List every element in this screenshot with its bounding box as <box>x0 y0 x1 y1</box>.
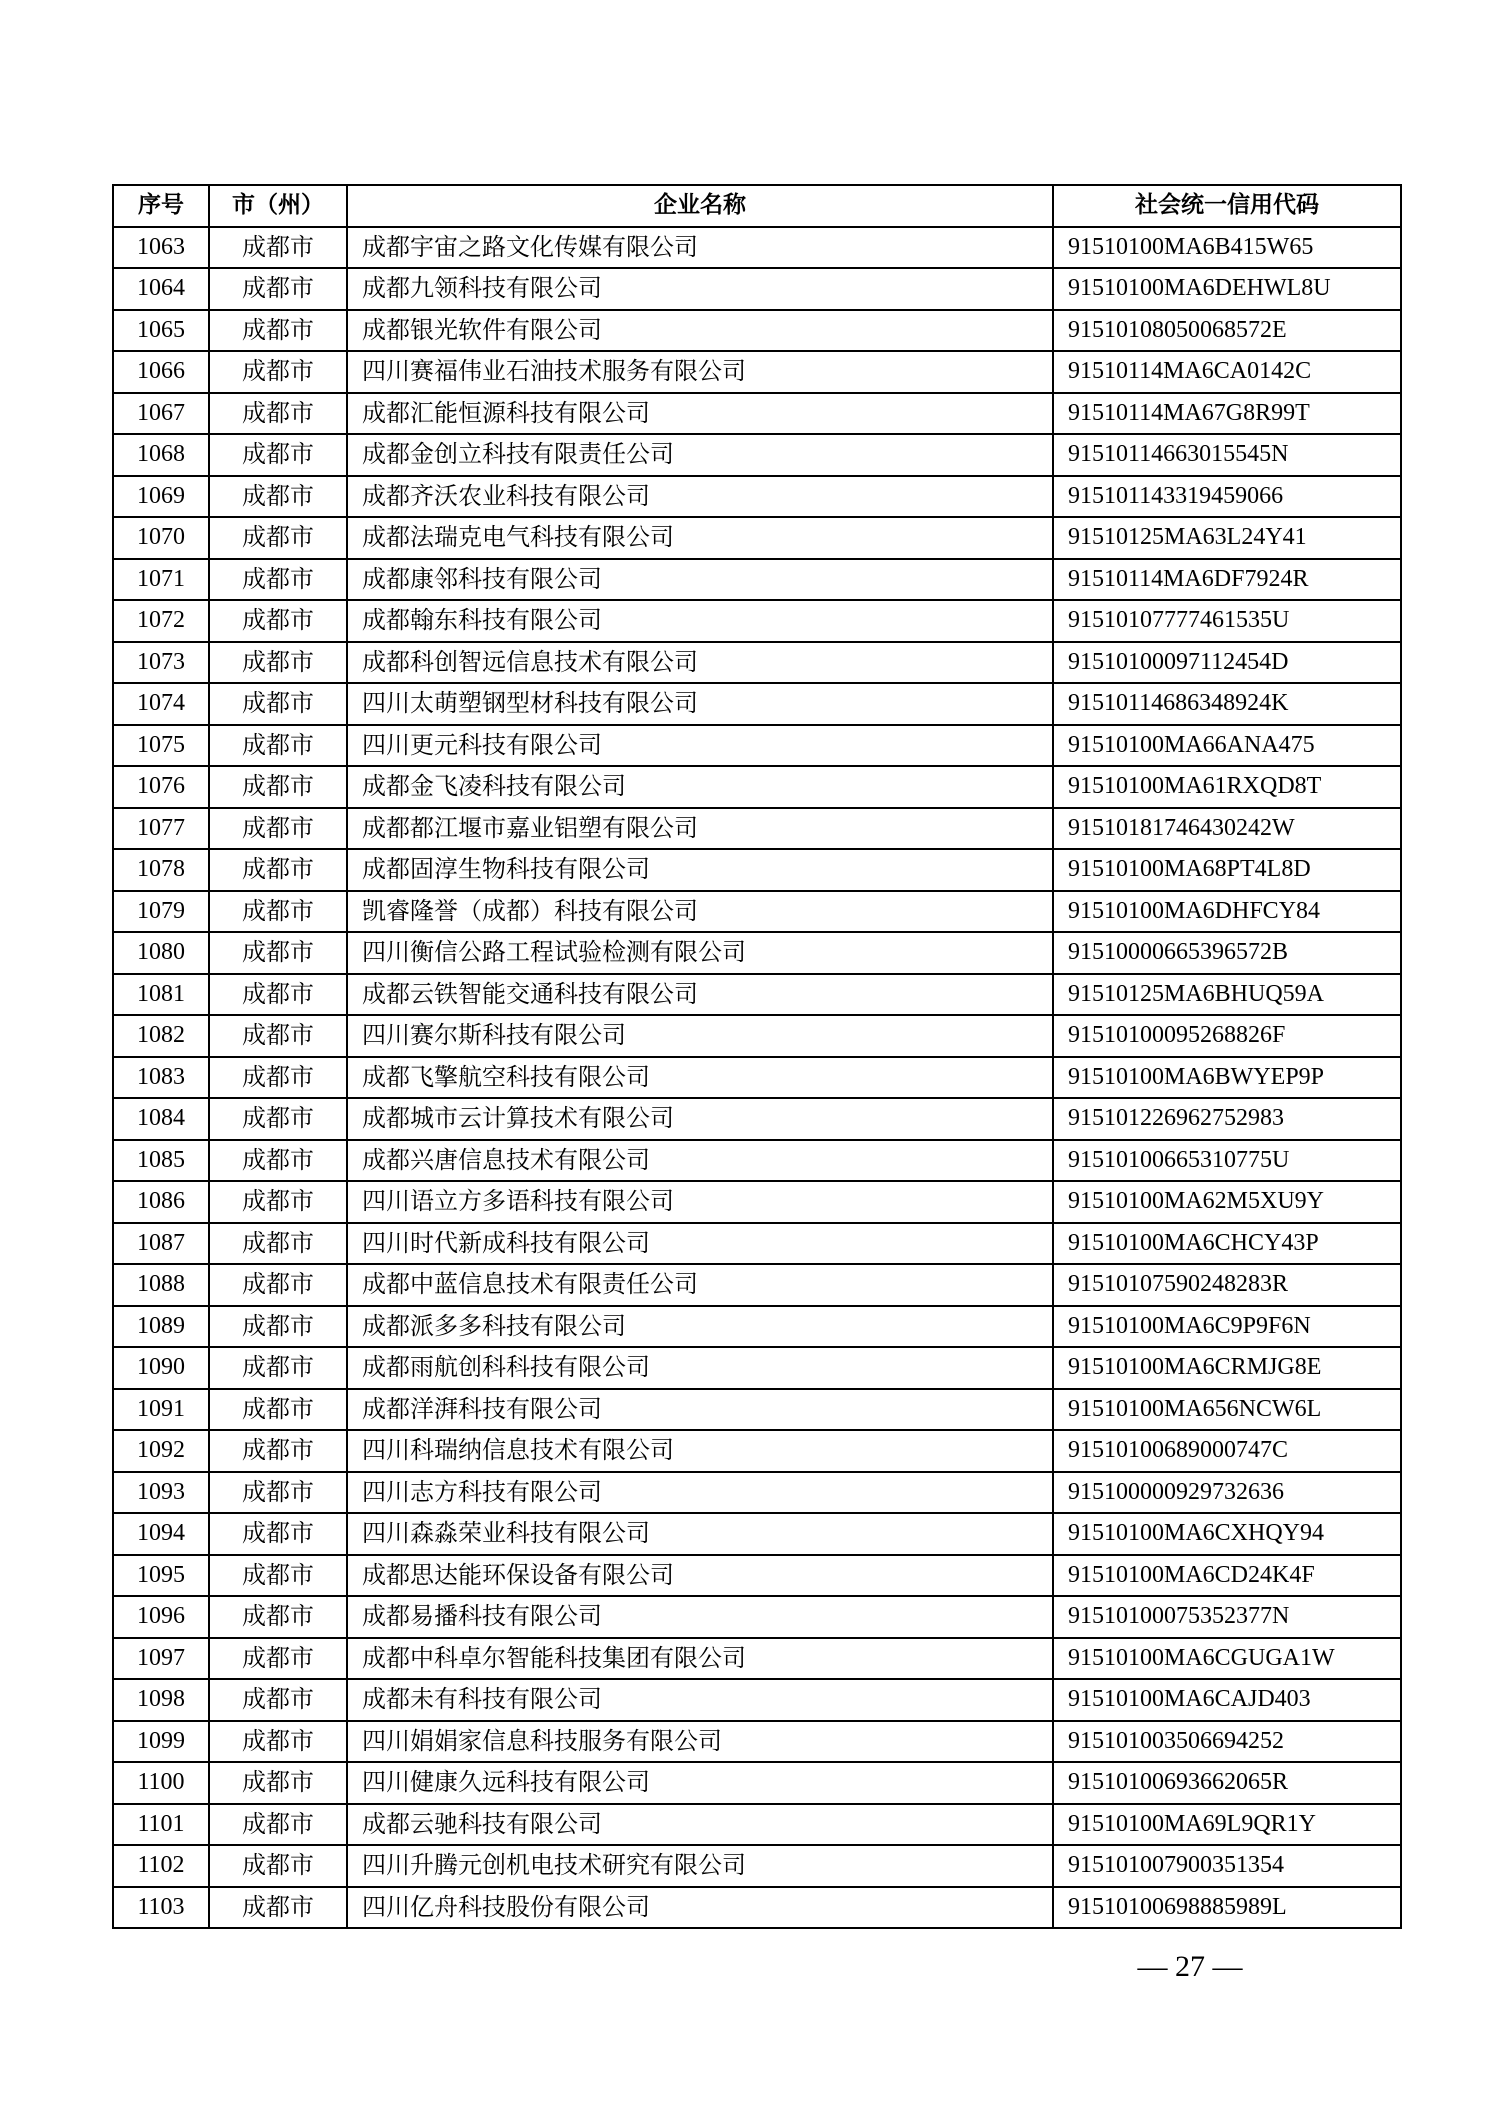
serial-number-cell: 1101 <box>113 1804 209 1846</box>
credit-code-cell: 91510107590248283R <box>1053 1264 1401 1306</box>
city-cell: 成都市 <box>209 766 347 808</box>
city-cell: 成都市 <box>209 1306 347 1348</box>
city-cell: 成都市 <box>209 1596 347 1638</box>
enterprise-name-cell: 四川科瑞纳信息技术有限公司 <box>347 1430 1053 1472</box>
serial-number-cell: 1091 <box>113 1389 209 1431</box>
enterprise-name-cell: 成都思达能环保设备有限公司 <box>347 1555 1053 1597</box>
table-row <box>113 1140 1401 1182</box>
serial-number-cell: 1078 <box>113 849 209 891</box>
table-row <box>113 476 1401 518</box>
serial-number-cell: 1073 <box>113 642 209 684</box>
city-cell: 成都市 <box>209 1223 347 1265</box>
enterprise-name-cell: 四川升腾元创机电技术研究有限公司 <box>347 1845 1053 1887</box>
enterprise-name-cell: 成都康邻科技有限公司 <box>347 559 1053 601</box>
enterprise-name-cell: 成都翰东科技有限公司 <box>347 600 1053 642</box>
credit-code-cell: 91510100095268826F <box>1053 1015 1401 1057</box>
city-cell: 成都市 <box>209 1804 347 1846</box>
table-row <box>113 1679 1401 1721</box>
city-cell: 成都市 <box>209 1140 347 1182</box>
table-row <box>113 1389 1401 1431</box>
enterprise-name-cell: 四川太萌塑钢型材科技有限公司 <box>347 683 1053 725</box>
city-cell: 成都市 <box>209 476 347 518</box>
credit-code-cell: 91510100698885989L <box>1053 1887 1401 1929</box>
enterprise-name-cell: 成都雨航创科科技有限公司 <box>347 1347 1053 1389</box>
enterprise-name-cell: 四川赛尔斯科技有限公司 <box>347 1015 1053 1057</box>
table-row <box>113 1804 1401 1846</box>
header-row <box>113 185 1401 227</box>
serial-number-cell: 1095 <box>113 1555 209 1597</box>
credit-code-cell: 91510181746430242W <box>1053 808 1401 850</box>
serial-number-cell: 1084 <box>113 1098 209 1140</box>
city-cell: 成都市 <box>209 1347 347 1389</box>
city-cell: 成都市 <box>209 1389 347 1431</box>
serial-number-cell: 1066 <box>113 351 209 393</box>
table-row <box>113 932 1401 974</box>
page-number: — 27 — <box>1137 1950 1243 1983</box>
table-row <box>113 1015 1401 1057</box>
serial-number-cell: 1069 <box>113 476 209 518</box>
enterprise-name-cell: 四川衡信公路工程试验检测有限公司 <box>347 932 1053 974</box>
enterprise-name-cell: 成都洋湃科技有限公司 <box>347 1389 1053 1431</box>
serial-number-cell: 1067 <box>113 393 209 435</box>
table-row <box>113 600 1401 642</box>
serial-number-cell: 1089 <box>113 1306 209 1348</box>
header-serial-number: 序号 <box>113 185 209 227</box>
table-row <box>113 1057 1401 1099</box>
enterprise-name-cell: 成都汇能恒源科技有限公司 <box>347 393 1053 435</box>
serial-number-cell: 1098 <box>113 1679 209 1721</box>
enterprise-name-cell: 成都银光软件有限公司 <box>347 310 1053 352</box>
credit-code-cell: 91510100MA6CGUGA1W <box>1053 1638 1401 1680</box>
enterprise-name-cell: 成都宇宙之路文化传媒有限公司 <box>347 227 1053 269</box>
enterprise-name-cell: 四川语立方多语科技有限公司 <box>347 1181 1053 1223</box>
credit-code-cell: 91510108050068572E <box>1053 310 1401 352</box>
table-row <box>113 1223 1401 1265</box>
city-cell: 成都市 <box>209 1513 347 1555</box>
credit-code-cell: 91510100MA6DHFCY84 <box>1053 891 1401 933</box>
table-row <box>113 1347 1401 1389</box>
table-row <box>113 310 1401 352</box>
table-row <box>113 725 1401 767</box>
table-row <box>113 642 1401 684</box>
credit-code-cell: 915101143319459066 <box>1053 476 1401 518</box>
city-cell: 成都市 <box>209 642 347 684</box>
credit-code-cell: 91510114686348924K <box>1053 683 1401 725</box>
enterprise-name-cell: 成都兴唐信息技术有限公司 <box>347 1140 1053 1182</box>
city-cell: 成都市 <box>209 932 347 974</box>
table-row <box>113 1845 1401 1887</box>
credit-code-cell: 91510114MA67G8R99T <box>1053 393 1401 435</box>
table-row <box>113 434 1401 476</box>
table-row <box>113 1555 1401 1597</box>
serial-number-cell: 1082 <box>113 1015 209 1057</box>
serial-number-cell: 1100 <box>113 1762 209 1804</box>
serial-number-cell: 1094 <box>113 1513 209 1555</box>
serial-number-cell: 1071 <box>113 559 209 601</box>
table-row <box>113 974 1401 1016</box>
credit-code-cell: 915100000929732636 <box>1053 1472 1401 1514</box>
city-cell: 成都市 <box>209 1472 347 1514</box>
table-row <box>113 1264 1401 1306</box>
table-header <box>113 185 1401 227</box>
serial-number-cell: 1074 <box>113 683 209 725</box>
city-cell: 成都市 <box>209 393 347 435</box>
serial-number-cell: 1075 <box>113 725 209 767</box>
enterprise-name-cell: 成都法瑞克电气科技有限公司 <box>347 517 1053 559</box>
city-cell: 成都市 <box>209 351 347 393</box>
city-cell: 成都市 <box>209 974 347 1016</box>
city-cell: 成都市 <box>209 517 347 559</box>
city-cell: 成都市 <box>209 268 347 310</box>
city-cell: 成都市 <box>209 725 347 767</box>
enterprise-name-cell: 成都金创立科技有限责任公司 <box>347 434 1053 476</box>
enterprise-name-cell: 四川娟娟家信息科技服务有限公司 <box>347 1721 1053 1763</box>
serial-number-cell: 1077 <box>113 808 209 850</box>
city-cell: 成都市 <box>209 559 347 601</box>
enterprise-name-cell: 成都都江堰市嘉业铝塑有限公司 <box>347 808 1053 850</box>
table-row <box>113 849 1401 891</box>
serial-number-cell: 1068 <box>113 434 209 476</box>
table-row <box>113 559 1401 601</box>
enterprise-name-cell: 成都科创智远信息技术有限公司 <box>347 642 1053 684</box>
city-cell: 成都市 <box>209 1721 347 1763</box>
serial-number-cell: 1097 <box>113 1638 209 1680</box>
enterprise-name-cell: 凯睿隆誉（成都）科技有限公司 <box>347 891 1053 933</box>
city-cell: 成都市 <box>209 310 347 352</box>
serial-number-cell: 1063 <box>113 227 209 269</box>
enterprise-name-cell: 成都飞擎航空科技有限公司 <box>347 1057 1053 1099</box>
credit-code-cell: 91510100MA6CXHQY94 <box>1053 1513 1401 1555</box>
enterprise-name-cell: 四川更元科技有限公司 <box>347 725 1053 767</box>
city-cell: 成都市 <box>209 1679 347 1721</box>
enterprise-name-cell: 成都云铁智能交通科技有限公司 <box>347 974 1053 1016</box>
city-cell: 成都市 <box>209 891 347 933</box>
city-cell: 成都市 <box>209 683 347 725</box>
table-row <box>113 227 1401 269</box>
city-cell: 成都市 <box>209 1264 347 1306</box>
credit-code-cell: 91510107777461535U <box>1053 600 1401 642</box>
credit-code-cell: 915101226962752983 <box>1053 1098 1401 1140</box>
city-cell: 成都市 <box>209 434 347 476</box>
serial-number-cell: 1086 <box>113 1181 209 1223</box>
city-cell: 成都市 <box>209 1015 347 1057</box>
enterprise-name-cell: 四川时代新成科技有限公司 <box>347 1223 1053 1265</box>
table-row <box>113 808 1401 850</box>
credit-code-cell: 91510100MA6CHCY43P <box>1053 1223 1401 1265</box>
table-row <box>113 517 1401 559</box>
city-cell: 成都市 <box>209 1887 347 1929</box>
enterprise-name-cell: 成都齐沃农业科技有限公司 <box>347 476 1053 518</box>
serial-number-cell: 1088 <box>113 1264 209 1306</box>
table-row <box>113 766 1401 808</box>
enterprise-table <box>112 184 1402 1929</box>
table-row <box>113 393 1401 435</box>
credit-code-cell: 91510100MA6B415W65 <box>1053 227 1401 269</box>
table-row <box>113 683 1401 725</box>
credit-code-cell: 91510100MA6C9P9F6N <box>1053 1306 1401 1348</box>
serial-number-cell: 1076 <box>113 766 209 808</box>
serial-number-cell: 1103 <box>113 1887 209 1929</box>
enterprise-name-cell: 成都中科卓尔智能科技集团有限公司 <box>347 1638 1053 1680</box>
enterprise-name-cell: 四川志方科技有限公司 <box>347 1472 1053 1514</box>
city-cell: 成都市 <box>209 1098 347 1140</box>
table-row <box>113 351 1401 393</box>
city-cell: 成都市 <box>209 227 347 269</box>
credit-code-cell: 91510114663015545N <box>1053 434 1401 476</box>
credit-code-cell: 91510100MA61RXQD8T <box>1053 766 1401 808</box>
credit-code-cell: 91510100MA68PT4L8D <box>1053 849 1401 891</box>
table-row <box>113 1887 1401 1929</box>
enterprise-name-cell: 成都未有科技有限公司 <box>347 1679 1053 1721</box>
enterprise-name-cell: 四川森淼荣业科技有限公司 <box>347 1513 1053 1555</box>
credit-code-cell: 91510100097112454D <box>1053 642 1401 684</box>
serial-number-cell: 1072 <box>113 600 209 642</box>
city-cell: 成都市 <box>209 849 347 891</box>
credit-code-cell: 91510100MA656NCW6L <box>1053 1389 1401 1431</box>
serial-number-cell: 1102 <box>113 1845 209 1887</box>
city-cell: 成都市 <box>209 600 347 642</box>
serial-number-cell: 1083 <box>113 1057 209 1099</box>
credit-code-cell: 915101007900351354 <box>1053 1845 1401 1887</box>
credit-code-cell: 915101003506694252 <box>1053 1721 1401 1763</box>
serial-number-cell: 1079 <box>113 891 209 933</box>
serial-number-cell: 1090 <box>113 1347 209 1389</box>
serial-number-cell: 1085 <box>113 1140 209 1182</box>
table-row <box>113 891 1401 933</box>
enterprise-name-cell: 成都金飞凌科技有限公司 <box>347 766 1053 808</box>
header-credit-code: 社会统一信用代码 <box>1053 185 1401 227</box>
credit-code-cell: 91510100MA6DEHWL8U <box>1053 268 1401 310</box>
city-cell: 成都市 <box>209 1057 347 1099</box>
credit-code-cell: 91510100MA69L9QR1Y <box>1053 1804 1401 1846</box>
credit-code-cell: 91510114MA6CA0142C <box>1053 351 1401 393</box>
table-row <box>113 1181 1401 1223</box>
serial-number-cell: 1081 <box>113 974 209 1016</box>
enterprise-name-cell: 四川赛福伟业石油技术服务有限公司 <box>347 351 1053 393</box>
table-row <box>113 1596 1401 1638</box>
table-row <box>113 1762 1401 1804</box>
enterprise-name-cell: 成都派多多科技有限公司 <box>347 1306 1053 1348</box>
table-row <box>113 1430 1401 1472</box>
credit-code-cell: 91510100MA62M5XU9Y <box>1053 1181 1401 1223</box>
enterprise-name-cell: 成都易播科技有限公司 <box>347 1596 1053 1638</box>
enterprise-name-cell: 成都云驰科技有限公司 <box>347 1804 1053 1846</box>
table-row <box>113 1306 1401 1348</box>
credit-code-cell: 91510100MA6CD24K4F <box>1053 1555 1401 1597</box>
serial-number-cell: 1093 <box>113 1472 209 1514</box>
credit-code-cell: 91510100665310775U <box>1053 1140 1401 1182</box>
city-cell: 成都市 <box>209 1181 347 1223</box>
serial-number-cell: 1070 <box>113 517 209 559</box>
credit-code-cell: 91510000665396572B <box>1053 932 1401 974</box>
serial-number-cell: 1099 <box>113 1721 209 1763</box>
serial-number-cell: 1065 <box>113 310 209 352</box>
serial-number-cell: 1080 <box>113 932 209 974</box>
credit-code-cell: 91510100689000747C <box>1053 1430 1401 1472</box>
city-cell: 成都市 <box>209 1762 347 1804</box>
city-cell: 成都市 <box>209 808 347 850</box>
city-cell: 成都市 <box>209 1430 347 1472</box>
enterprise-name-cell: 四川健康久远科技有限公司 <box>347 1762 1053 1804</box>
enterprise-name-cell: 成都固淳生物科技有限公司 <box>347 849 1053 891</box>
serial-number-cell: 1092 <box>113 1430 209 1472</box>
table-row <box>113 1472 1401 1514</box>
enterprise-name-cell: 四川亿舟科技股份有限公司 <box>347 1887 1053 1929</box>
serial-number-cell: 1064 <box>113 268 209 310</box>
credit-code-cell: 91510100MA6CAJD403 <box>1053 1679 1401 1721</box>
credit-code-cell: 91510125MA6BHUQ59A <box>1053 974 1401 1016</box>
city-cell: 成都市 <box>209 1555 347 1597</box>
enterprise-name-cell: 成都九领科技有限公司 <box>347 268 1053 310</box>
city-cell: 成都市 <box>209 1638 347 1680</box>
table-row <box>113 268 1401 310</box>
credit-code-cell: 91510100MA6BWYEP9P <box>1053 1057 1401 1099</box>
serial-number-cell: 1087 <box>113 1223 209 1265</box>
header-enterprise-name: 企业名称 <box>347 185 1053 227</box>
table-row <box>113 1638 1401 1680</box>
enterprise-name-cell: 成都中蓝信息技术有限责任公司 <box>347 1264 1053 1306</box>
table-row <box>113 1513 1401 1555</box>
serial-number-cell: 1096 <box>113 1596 209 1638</box>
credit-code-cell: 91510114MA6DF7924R <box>1053 559 1401 601</box>
credit-code-cell: 91510100693662065R <box>1053 1762 1401 1804</box>
table-body <box>113 227 1401 1929</box>
enterprise-name-cell: 成都城市云计算技术有限公司 <box>347 1098 1053 1140</box>
header-city: 市（州） <box>209 185 347 227</box>
credit-code-cell: 91510100MA6CRMJG8E <box>1053 1347 1401 1389</box>
city-cell: 成都市 <box>209 1845 347 1887</box>
credit-code-cell: 91510100075352377N <box>1053 1596 1401 1638</box>
table-row <box>113 1098 1401 1140</box>
table-row <box>113 1721 1401 1763</box>
credit-code-cell: 91510125MA63L24Y41 <box>1053 517 1401 559</box>
credit-code-cell: 91510100MA66ANA475 <box>1053 725 1401 767</box>
